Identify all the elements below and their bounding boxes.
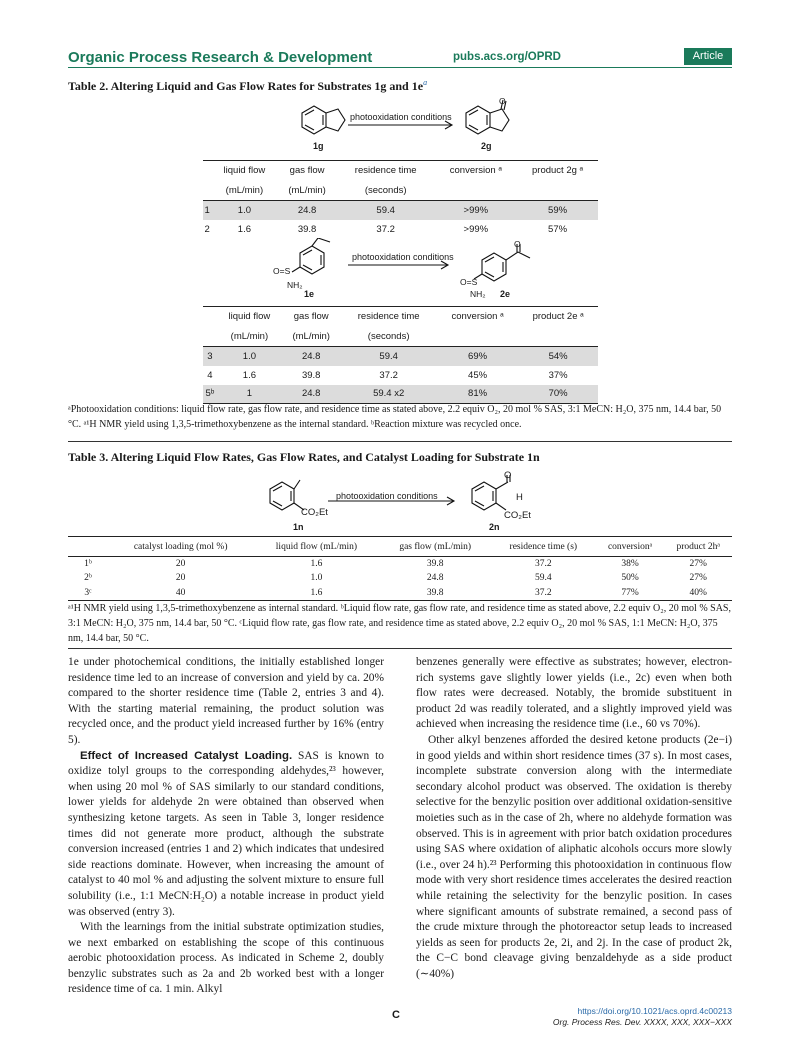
ester-label-2n: CO₂Et: [504, 510, 531, 521]
table-cell: 59.4: [340, 347, 436, 366]
t2b1-h2-4: [435, 181, 518, 201]
t2b1-h1-5: product 2g ᵃ: [517, 161, 598, 181]
table-cell: 57%: [548, 223, 568, 235]
amine-label-2e: NH₂: [470, 289, 486, 299]
compound-2e-label: 2e: [500, 289, 511, 299]
table2-bottom-rule: [68, 441, 732, 442]
section-heading: Effect of Increased Catalyst Loading.: [80, 749, 293, 762]
table-cell: 1.6: [237, 223, 251, 235]
t2b2-h1-1: liquid flow: [217, 307, 282, 327]
aldehyde-oxygen: O: [504, 470, 512, 481]
table3-bottom-rule: [68, 648, 732, 649]
table2-caption-sup[interactable]: a: [423, 78, 428, 87]
table-row: [68, 557, 732, 572]
t2b2-h1-0: [203, 307, 217, 327]
t2b2-h2-5: [518, 327, 598, 347]
t2b1-h1-3: residence time: [337, 161, 435, 181]
scheme3-arrow-label: photooxidation conditions: [336, 491, 438, 501]
table-cell: 59.4 x2: [340, 385, 436, 404]
table-cell: 77%: [596, 586, 665, 601]
table-cell: 59.4: [535, 573, 552, 584]
table-cell: 37.2: [535, 559, 552, 569]
journal-site-link[interactable]: pubs.acs.org/OPRD: [453, 51, 561, 63]
ketone-oxygen-2: O: [514, 239, 521, 249]
table-cell: 24.8: [277, 201, 336, 220]
citation-line: Org. Process Res. Dev. XXXX, XXX, XXX−XXX: [552, 1017, 732, 1027]
ketone-oxygen-1: O: [499, 96, 506, 106]
table-cell: 1.6: [253, 586, 379, 601]
t3-h-4: residence time (s): [491, 537, 596, 557]
table-cell: 37.2: [491, 586, 596, 601]
t3-h-0: [68, 537, 108, 557]
table-cell: 1: [217, 385, 282, 404]
t3-h-3: gas flow (mL/min): [380, 537, 491, 557]
scheme-1g-structure: [290, 98, 530, 154]
right-paragraph-2: Other alkyl benzenes afforded the desired ketone products (2e−i) in good yields and within short residence times (37 s). In most cases, incomplete substrate conversion along with the intermediate secondary alcohol product was observed. The oxidation is thereby selective for the benzylic position over additional oxidation-sensitive moieties such as in the case of 2h, where no aldehyde formation was observed. This is in agreement with prior batch oxidation procedures using SAS where oxidation of aliphatic alcohols occurs more slowly (i.e., over 24 h).²³ Performing this photooxidation in continuous flow mode with very short residence times accelerates the desired reaction while retaining the selectivity for the benzylic position. In cases where significant amounts of substrate remained, a second pass of the crude mixture through the photoreactor setup leads to increased yields as seen for products 2e, 2i, and 2j. In the case of product 2k, the C−C bond cleavage giving benzaldehyde as a side product (∼40%): [416, 733, 732, 980]
table-cell: 1ᵇ: [84, 559, 92, 569]
table3-caption: Table 3. Altering Liquid Flow Rates, Gas Flow Rates, and Catalyst Loading for Substrate 1n: [68, 450, 540, 464]
scheme1-arrow-label: photooxidation conditions: [350, 112, 452, 122]
t2b1-h2-1: (mL/min): [211, 181, 277, 201]
t3-h-1: catalyst loading (mol %): [108, 537, 253, 557]
table-cell: 27%: [689, 573, 707, 584]
table-cell: 70%: [518, 385, 598, 404]
t2b1-h2-3: (seconds): [337, 181, 435, 201]
table-cell: 3: [203, 347, 217, 366]
table-row: [68, 571, 732, 586]
table-row: [203, 347, 598, 366]
body-right-column: [416, 655, 732, 982]
table-cell: 69%: [437, 347, 518, 366]
table-cell: 39.8: [380, 586, 491, 601]
table-cell: 59.4: [337, 201, 435, 220]
article-badge: Article: [684, 48, 732, 65]
journal-title[interactable]: Organic Process Research & Development: [68, 49, 373, 66]
table-cell: 37.2: [379, 369, 398, 381]
table-cell: 1: [203, 201, 211, 220]
table-cell: 37.2: [376, 223, 395, 235]
left-paragraph-1: 1e under photochemical conditions, the initially established longer residence time led to an increase of conversion and yield by ca. 20% compared to the shorter residence time (Table 2, entries 3 and 4). With the starting material remaining, the product solution was recycled once, and the product yield increased further by 16% (entry 5).: [68, 656, 384, 746]
table-row: [203, 366, 598, 385]
aldehyde-hydrogen: H: [516, 492, 523, 503]
compound-2n-label: 2n: [489, 522, 500, 532]
table2-block1: [203, 160, 598, 239]
table2-caption-text: Table 2. Altering Liquid and Gas Flow Rates for Substrates 1g and 1e: [68, 79, 424, 93]
t2b2-h2-3: (seconds): [340, 327, 436, 347]
table-cell: 2: [204, 223, 210, 235]
table-cell: 5ᵇ: [203, 385, 217, 404]
page-number: C: [392, 1009, 400, 1021]
t2b1-h1-2: gas flow: [277, 161, 336, 181]
table-cell: 1.0: [217, 347, 282, 366]
table-row: [68, 586, 732, 601]
t2b2-h2-1: (mL/min): [217, 327, 282, 347]
table-cell: 39.8: [426, 559, 444, 569]
table-cell: 45%: [468, 369, 488, 381]
table-cell: 20: [175, 573, 186, 584]
ester-label-1n: CO₂Et: [301, 507, 328, 518]
compound-2g-label: 2g: [481, 141, 492, 151]
sulfonyl-right: O=S: [460, 277, 478, 287]
table-cell: 81%: [437, 385, 518, 404]
t2b2-h1-4: conversion ᵃ: [437, 307, 518, 327]
t2b1-h1-4: conversion ᵃ: [435, 161, 518, 181]
t3-h-5: conversionᵃ: [596, 537, 665, 557]
table-cell: 24.8: [282, 385, 341, 404]
table-cell: 1.6: [242, 369, 256, 381]
doi-link[interactable]: https://doi.org/10.1021/acs.oprd.4c00213: [577, 1006, 732, 1016]
left-paragraph-3: With the learnings from the initial substrate optimization studies, we next embarked on establishing the scope of this continuous aerobic photooxidation process. As indicated in Scheme 2, doubly benzylic substrates such as 2a and 2b worked best with a longer residence time of ca. 1 min. Alkyl: [68, 921, 384, 996]
table2-caption: [68, 78, 427, 94]
table3: [68, 536, 732, 601]
table-cell: 40: [108, 586, 253, 601]
table2-footnote: ᵃPhotooxidation conditions: liquid flow rate, gas flow rate, and residence time as stated above, 2.2 equiv O₂, 20 mol % SAS, 3:1 MeCN: H₂O, 375 nm, 14.4 bar, 50 °C. ᵃ¹H NMR yield using 1,3,5-trimethoxybenzene as the internal standard. ᵇReaction mixture was recycled once.: [68, 404, 722, 430]
table-cell: >99%: [463, 223, 489, 235]
table-cell: 2ᵇ: [84, 573, 92, 584]
t2b2-h2-0: [203, 327, 217, 347]
right-paragraph-1: benzenes generally were effective as substrates; however, electron-rich systems gave slightly lower yields (i.e., 2c) even when both flow rates were decreased. Notably, the bromide substituent in product 2d was readily tolerated, and a slightly improved yield was achieved when increasing the residence time (i.e., 60 vs 70%).: [416, 656, 732, 731]
t2b1-h2-2: (mL/min): [277, 181, 336, 201]
t2b2-h1-2: gas flow: [282, 307, 341, 327]
table-cell: 3ᶜ: [68, 586, 108, 601]
t3-h-2: liquid flow (mL/min): [253, 537, 379, 557]
table-cell: >99%: [435, 201, 518, 220]
journal-header: [68, 48, 732, 68]
t2b1-h2-5: [517, 181, 598, 201]
t2b1-h1-0: [203, 161, 211, 181]
table-cell: 39.8: [301, 369, 321, 381]
table2-block2: [203, 306, 598, 404]
table-cell: 59%: [517, 201, 598, 220]
table-cell: 24.8: [282, 347, 341, 366]
table-cell: 27%: [689, 559, 707, 569]
t3-h-6: product 2hᵃ: [664, 537, 732, 557]
table-cell: 50%: [621, 573, 639, 584]
table-cell: 1.6: [310, 559, 323, 569]
t2b1-h2-0: [203, 181, 211, 201]
table-cell: 20: [175, 559, 186, 569]
table-row: [203, 385, 598, 404]
t2b2-h1-5: product 2e ᵃ: [518, 307, 598, 327]
scheme2-arrow-label: photooxidation conditions: [352, 252, 454, 262]
table-cell: 37%: [548, 369, 568, 381]
table-cell: 4: [207, 369, 213, 381]
t2b2-h1-3: residence time: [340, 307, 436, 327]
t2b2-h2-2: (mL/min): [282, 327, 341, 347]
t2b2-h2-4: [437, 327, 518, 347]
left-paragraph-2: SAS is known to oxidize tolyl groups to the corresponding aldehydes,²³ however, when using 20 mol % of SAS similarly to our standard conditions, lower yields for aldehyde 2n were obtained than observed when synthesizing ketone targets. As seen in Table 3, longer residence times did not generate more product, although the substrate conversion increased (entries 1 and 2) which indicates that undesired side reactions dominate. However, when increasing the amount of catalyst to 40 mol % and adjusting the solvent mixture to ensure full solubility (i.e., 1:1 MeCN:H₂O) a notable increase in product yield was observed (entry 3).: [68, 749, 384, 918]
table-row: [203, 201, 598, 220]
table-cell: 40%: [664, 586, 732, 601]
compound-1n-label: 1n: [293, 522, 304, 532]
table-cell: 24.8: [426, 573, 444, 584]
body-left-column: [68, 655, 384, 998]
header-rule: [68, 67, 732, 68]
table-row: [203, 220, 598, 239]
table-cell: 1.0: [310, 573, 323, 584]
t2b1-h1-1: liquid flow: [211, 161, 277, 181]
table-cell: 54%: [518, 347, 598, 366]
table3-footnote: ᵃ¹H NMR yield using 1,3,5-trimethoxybenzene as internal standard. ᵇLiquid flow rate, gas flow rate, and residence time as stated above, 2.2 equiv O₂, 20 mol % SAS, 3:1 MeCN: H₂O, 375 nm, 14.4 bar, 50 °C. ᶜLiquid flow rate, gas flow rate, and residence time as stated above, 2.2 equiv O₂, 20 mol % SAS, 1:1 MeCN: H₂O, 375 nm, 14.4 bar, 50 °C.: [68, 603, 731, 644]
sulfonyl-left: O=S: [273, 266, 291, 276]
compound-1g-label: 1g: [313, 141, 324, 151]
amine-label-1e: NH₂: [287, 280, 303, 290]
table-cell: 39.8: [297, 223, 317, 235]
table-cell: 38%: [621, 559, 639, 569]
table-cell: 1.0: [211, 201, 277, 220]
compound-1e-label: 1e: [304, 289, 315, 299]
